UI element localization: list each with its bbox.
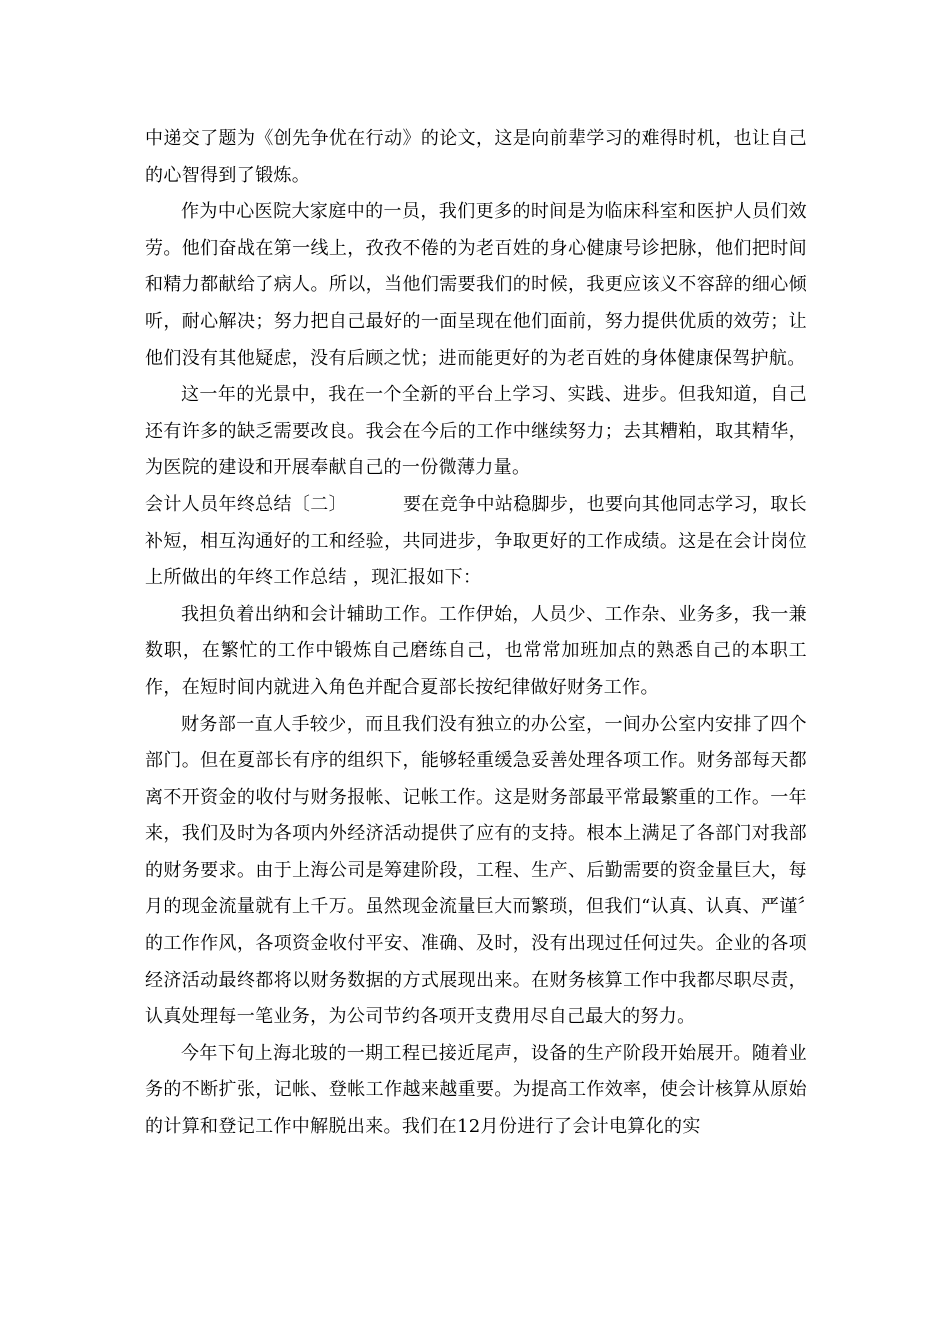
- document-page: [145, 121, 807, 1146]
- section-title: 会计人员年终总结〔二〕: [145, 493, 347, 515]
- paragraph-year-review: 这一年的光景中，我在一个全新的平台上学习、实践、进步。但我知道，自己还有许多的缺乏需要改良。我会在今后的工作中继续努力；去其糟粕，取其精华，为医院的建设和开展奉献自己的一份微薄力量。: [145, 384, 807, 479]
- paragraph-cashier-duties: 我担负着出纳和会计辅助工作。工作伊始，人员少、工作杂、业务多，我一兼数职，在繁忙的工作中锻炼自己磨练自己，也常常加班加点的熟悉自己的本职工作，在短时间内就进入角色并配合夏部长按纪律做好财务工作。: [145, 603, 807, 698]
- section-intro: 要在竞争中站稳脚步，也要向其他同志学习，取长补短，相互沟通好的工和经验，共同进步，争取更好的工作成绩。这是在会计岗位上所做出的年终工作总结 ，现汇报如下：: [145, 493, 807, 589]
- paragraph-computerization: 今年下旬上海北玻的一期工程已接近尾声，设备的生产阶段开始展开。随着业务的不断扩张，记帐、登帐工作越来越重要。为提高工作效率，使会计核算从原始的计算和登记工作中解脱出来。我们在12月份进行了会计电算化的实: [145, 1042, 807, 1138]
- paragraph-continuation: 中递交了题为《创先争优在行动》的论文，这是向前辈学习的难得时机，也让自己的心智得到了锻炼。: [145, 128, 807, 186]
- section-heading-line: [145, 487, 807, 597]
- paragraph-finance-department: 财务部一直人手较少，而且我们没有独立的办公室，一间办公室内安排了四个部门。但在夏部长有序的组织下，能够轻重缓急妥善处理各项工作。财务部每天都离不开资金的收付与财务报帐、记帐工作。这是财务部最平常最繁重的工作。一年来，我们及时为各项内外经济活动提供了应有的支持。根本上满足了各部门对我部的财务要求。由于上海公司是筹建阶段，工程、生产、后勤需要的资金量巨大，每月的现金流量就有上千万。虽然现金流量巨大而繁琐，但我们“认真、认真、严谨〞的工作作风，各项资金收付平安、准确、及时，没有出现过任何过失。企业的各项经济活动最终都将以财务数据的方式展现出来。在财务核算工作中我都尽职尽责，认真处理每一笔业务，为公司节约各项开支费用尽自己最大的努力。: [145, 713, 807, 1028]
- paragraph-hospital-service: 作为中心医院大家庭中的一员，我们更多的时间是为临床科室和医护人员们效劳。他们奋战在第一线上，孜孜不倦的为老百姓的身心健康号诊把脉，他们把时间和精力都献给了病人。所以，当他们需要我们的时候，我更应该义不容辞的细心倾听，耐心解决；努力把自己最好的一面呈现在他们面前，努力提供优质的效劳；让他们没有其他疑虑，没有后顾之忧；进而能更好的为老百姓的身体健康保驾护航。: [145, 201, 807, 369]
